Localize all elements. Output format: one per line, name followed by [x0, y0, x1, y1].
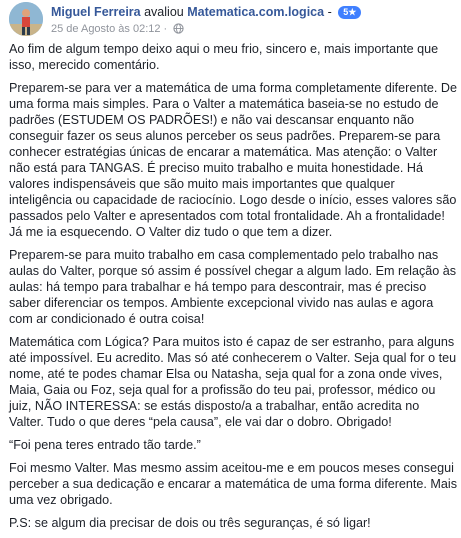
date-separator: ·	[163, 23, 168, 35]
post-meta	[51, 23, 184, 37]
review-paragraph: Matemática com Lógica? Para muitos isto é capaz de ser estranho, para alguns até impossível. Eu acredito. Mas só até conhecerem o Valter. Seja qual for o teu nome, até te podes chamar Elsa ou Natasha, seja qual for a zona onde vives, Maia, Gaia ou Foz, seja qual for a profissão do teu pai, professor, médico ou juiz, NÃO INTERESSA: se estás disposto/a a trabalhar, então acredita no Valter. Tudo o que deres “pela causa”, ele vai dar o dobro. Obrigado!	[9, 335, 457, 429]
globe-icon	[173, 23, 184, 37]
rating-badge: 5★	[338, 6, 361, 19]
review-paragraph: Preparem-se para ver a matemática de uma forma completamente diferente. De uma forma mais simples. Para o Valter a matemática baseia-se no estudo de padrões (ESTUDEM OS PADRÕES!) e não vai descansar enquanto não conseguir fazer os seus alunos perceber os seus padrões. Preparem-se para conhecer estratégias únicas de encarar a matemática. Mas atenção: o Valter não está para TANGAS. É preciso muito trabalho e muita honestidade. Há valores indispensáveis que são muito mais importantes que qualquer inteligência ou capacidade de raciocínio. Logo desde o início, esses valores são passados pelo Valter e apresentados com total frontalidade. Ah a frontalidade! Já me ia esquecendo. O Valter diz tudo o que tem a dizer.	[9, 81, 457, 239]
review-paragraph: Ao fim de algum tempo deixo aqui o meu frio, sincero e, mais importante que isso, merecido comentário.	[9, 42, 439, 72]
review-paragraph: P.S: se algum dia precisar de dois ou três seguranças, é só ligar!	[9, 516, 371, 530]
review-headline	[51, 5, 361, 19]
headline-separator: -	[327, 5, 332, 19]
review-paragraph: Foi mesmo Valter. Mas mesmo assim aceitou-me e em poucos meses consegui perceber a sua dedicação e encarar a matemática de uma forma diferente. Mais uma vez obrigado.	[9, 461, 458, 507]
review-paragraph: Preparem-se para muito trabalho em casa complementado pelo trabalho nas aulas do Valter, porque só assim é possível chegar a algum lado. Em relação às aulas: há tempo para trabalhar e há tempo para descontrair, mas é preciso saber diferenciar os tempos. Ambiente excepcional vivido nas aulas e agora com ar condicionado é outra coisa!	[9, 248, 457, 326]
avatar-photo	[9, 2, 43, 36]
author-name[interactable]: Miguel Ferreira	[51, 5, 141, 19]
avatar[interactable]	[9, 2, 43, 36]
review-paragraph: “Foi pena teres entrado tão tarde.”	[9, 438, 201, 452]
review-header	[9, 0, 453, 40]
review-body	[9, 41, 457, 538]
page-name[interactable]: Matematica.com.logica	[187, 5, 325, 19]
post-date[interactable]: 25 de Agosto às 02:12	[51, 23, 161, 35]
review-action: avaliou	[144, 5, 184, 19]
